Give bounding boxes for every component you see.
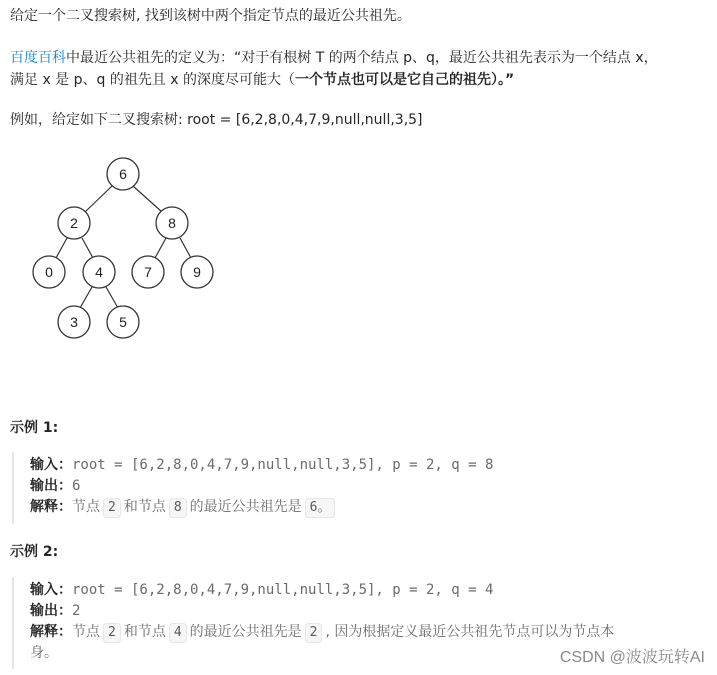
definition-line-2 xyxy=(10,70,514,90)
tree-node-label: 2 xyxy=(70,215,78,231)
definition-text-1: 中最近公共祖先的定义为：“对于有根树 T 的两个结点 p、q，最近公共祖先表示为一个结点 x， xyxy=(66,50,658,66)
input-label: 输入： xyxy=(30,582,72,598)
definition-text-2: 满足 x 是 p、q 的祖先且 x 的深度尽可能大（ xyxy=(10,72,296,88)
definition-bold: 一个节点也可以是它自己的祖先 xyxy=(295,72,492,88)
output-label: 输出： xyxy=(30,478,72,494)
explain-text: 和节点 xyxy=(123,624,166,640)
input-value: root = [6,2,8,0,4,7,9,null,null,3,5], p = 2, q = 8 xyxy=(72,457,494,473)
explain-label: 解释： xyxy=(30,624,72,640)
tree-node-label: 4 xyxy=(95,264,103,280)
edge-2-0 xyxy=(56,238,67,258)
explain-text: 节点 xyxy=(72,624,100,640)
explain-text: , 因为根据定义最近公共祖先节点可以为节点本 xyxy=(325,624,615,640)
inline-code: 8 xyxy=(169,498,187,518)
example-1-explain-row xyxy=(30,497,712,518)
csdn-watermark: CSDN @波波玩转AI xyxy=(559,649,705,666)
tree-node-label: 8 xyxy=(168,215,176,231)
definition-text-3: ）。” xyxy=(491,72,515,88)
edge-4-5 xyxy=(106,287,118,308)
output-value: 2 xyxy=(72,603,81,619)
binary-search-tree-diagram xyxy=(0,150,240,350)
inline-code: 2 xyxy=(103,623,121,643)
explain-text: 节点 xyxy=(72,499,100,515)
definition-line-1 xyxy=(10,48,658,68)
tree-node-label: 0 xyxy=(45,264,53,280)
example-intro: 例如，给定如下二叉搜索树: root = [6,2,8,0,4,7,9,null,null,3,5] xyxy=(10,112,423,128)
example-2-output-row xyxy=(30,601,712,622)
inline-code: 2 xyxy=(103,498,121,518)
edge-2-4 xyxy=(82,238,93,258)
explain-text: 身。 xyxy=(30,645,58,661)
example-1-title: 示例 1: xyxy=(10,420,59,436)
example-1-block xyxy=(12,452,712,524)
example-1-input-row xyxy=(30,455,712,476)
output-value: 6 xyxy=(72,478,81,494)
tree-node-label: 9 xyxy=(193,264,201,280)
inline-code: 2 xyxy=(305,623,323,643)
tree-node-label: 3 xyxy=(70,314,78,330)
tree-node-label: 7 xyxy=(144,264,152,280)
baidu-baike-link[interactable]: 百度百科 xyxy=(10,50,66,66)
input-label: 输入： xyxy=(30,457,72,473)
example-2-input-row xyxy=(30,580,712,601)
edge-4-3 xyxy=(80,287,92,308)
explain-text: 的最近公共祖先是 xyxy=(189,499,302,515)
explain-label: 解释： xyxy=(30,499,72,515)
edge-8-7 xyxy=(155,238,166,258)
tree-node-label: 6 xyxy=(119,166,127,182)
example-2-title: 示例 2: xyxy=(10,544,59,560)
edge-8-9 xyxy=(180,238,191,258)
inline-code: 6。 xyxy=(305,498,336,518)
edge-6-8 xyxy=(133,186,162,212)
input-value: root = [6,2,8,0,4,7,9,null,null,3,5], p = 2, q = 4 xyxy=(72,582,494,598)
example-1-output-row xyxy=(30,476,712,497)
inline-code: 4 xyxy=(169,623,187,643)
output-label: 输出： xyxy=(30,603,72,619)
tree-node-label: 5 xyxy=(119,314,127,330)
explain-text: 和节点 xyxy=(123,499,166,515)
explain-text: 的最近公共祖先是 xyxy=(189,624,302,640)
edge-6-2 xyxy=(85,186,112,212)
example-2-explain-row xyxy=(30,622,712,643)
problem-title: 给定一个二叉搜索树, 找到该树中两个指定节点的最近公共祖先。 xyxy=(10,8,411,24)
